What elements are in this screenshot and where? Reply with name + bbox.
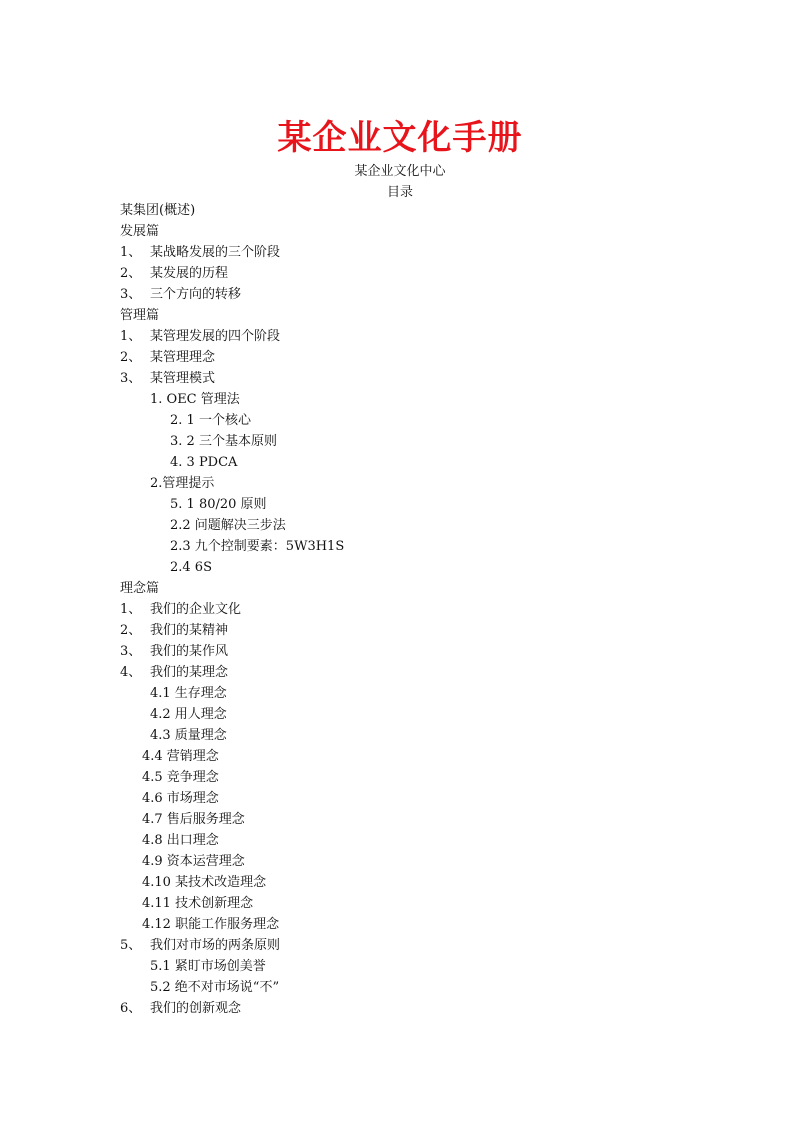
toc-subentry [150,978,279,998]
toc-entry-text: 2.4 6S [170,560,212,575]
toc-entry-text: 2.管理提示 [150,476,215,491]
toc-entry-text: 2.3 九个控制要素：5W3H1S [170,539,345,554]
toc-subentry [142,768,219,788]
toc-subentry [170,432,277,452]
toc-entry-text: 某管理模式 [150,371,216,386]
toc-entry-text: 2.2 问题解决三步法 [170,518,286,533]
toc-entry-text: 4.6 市场理念 [142,791,219,806]
toc-entry [120,285,241,305]
toc-subentry [170,495,267,515]
toc-entry-text: 1. OEC 管理法 [150,392,240,407]
toc-entry-text: 5. 1 80/20 原则 [170,497,267,512]
toc-subentry [150,684,227,704]
toc-entry-text: 理念篇 [120,581,160,596]
toc-entry-number: 2、 [120,623,142,638]
toc-entry-text: 4.3 质量理念 [150,728,227,743]
toc-subentry [170,453,237,473]
toc-entry-text: 我们的某作风 [150,644,229,659]
toc-entry-text: 4.5 竞争理念 [142,770,219,785]
toc-entry-text: 我们的企业文化 [150,602,242,617]
toc-subentry [142,915,279,935]
toc-subentry [150,474,214,494]
toc-entry-text: 某管理理念 [150,350,216,365]
toc-subentry [142,747,219,767]
toc-entry-text: 某发展的历程 [150,266,229,281]
toc-entry-number: 3、 [120,287,142,302]
toc-entry [120,264,228,284]
document-subtitle: 某企业文化中心 [354,164,446,179]
toc-subentry [142,789,219,809]
toc-entry-text: 4.12 职能工作服务理念 [142,917,280,932]
toc-entry [120,663,228,683]
toc-entry-text: 2. 1 一个核心 [170,413,251,428]
toc-subentry [170,558,212,578]
toc-section [120,222,159,242]
toc-entry-number: 3、 [120,371,142,386]
toc-subentry [142,873,266,893]
toc-subentry [170,516,286,536]
toc-entry-text: 4. 3 PDCA [170,455,238,470]
toc-subentry [142,810,245,830]
toc-entry-text: 4.9 资本运营理念 [142,854,245,869]
toc-entry-text: 4.8 出口理念 [142,833,219,848]
toc-subentry [170,411,251,431]
toc-entry-text: 我们的某精神 [150,623,229,638]
toc-entry-text: 三个方向的转移 [150,287,242,302]
toc-entry-text: 5.1 紧盯市场创美誉 [150,959,266,974]
toc-entry-text: 4.2 用人理念 [150,707,227,722]
toc-entry-text: 某管理发展的四个阶段 [150,329,281,344]
toc-heading: 目录 [386,185,413,200]
toc-entry-text: 发展篇 [120,224,160,239]
toc-entry-text: 4.7 售后服务理念 [142,812,245,827]
toc-entry [120,642,228,662]
toc-entry [120,369,215,389]
toc-entry-text: 某战略发展的三个阶段 [150,245,281,260]
toc-entry-text: 4.11 技术创新理念 [142,896,254,911]
toc-entry-number: 2、 [120,350,142,365]
document-title: 某企业文化手册 [277,118,523,158]
toc-entry [120,936,280,956]
toc-entry [120,327,280,347]
toc-subentry [142,852,245,872]
toc-entry-text: 某集团(概述) [120,203,196,218]
toc-entry-number: 3、 [120,644,142,659]
toc-subentry [142,894,253,914]
toc-entry [120,999,241,1019]
toc-section [120,306,159,326]
toc-section [120,579,159,599]
toc-entry [120,243,280,263]
toc-entry [120,621,228,641]
toc-entry-number: 1、 [120,602,142,617]
toc-entry-number: 1、 [120,245,142,260]
toc-entry-number: 4、 [120,665,142,680]
toc-entry-text: 4.1 生存理念 [150,686,227,701]
toc-entry-number: 5、 [120,938,142,953]
toc-entry-text: 4.10 某技术改造理念 [142,875,267,890]
toc-subentry [170,537,344,557]
toc-entry-number: 6、 [120,1001,142,1016]
toc-subentry [150,726,227,746]
toc-subentry [150,957,266,977]
toc-subentry [150,705,227,725]
toc-subentry [150,390,240,410]
toc-entry-text: 我们对市场的两条原则 [150,938,281,953]
toc-entry-text: 我们的某理念 [150,665,229,680]
toc-entry [120,600,241,620]
toc-entry-text: 我们的创新观念 [150,1001,242,1016]
toc-entry-number: 2、 [120,266,142,281]
toc-entry-text: 管理篇 [120,308,160,323]
toc-entry-text: 4.4 营销理念 [142,749,219,764]
toc-entry-text: 5.2 绝不对市场说“不” [150,980,280,995]
toc-entry-number: 1、 [120,329,142,344]
toc-subentry [142,831,219,851]
toc-entry [120,201,195,221]
toc-entry [120,348,215,368]
toc-entry-text: 3. 2 三个基本原则 [170,434,277,449]
